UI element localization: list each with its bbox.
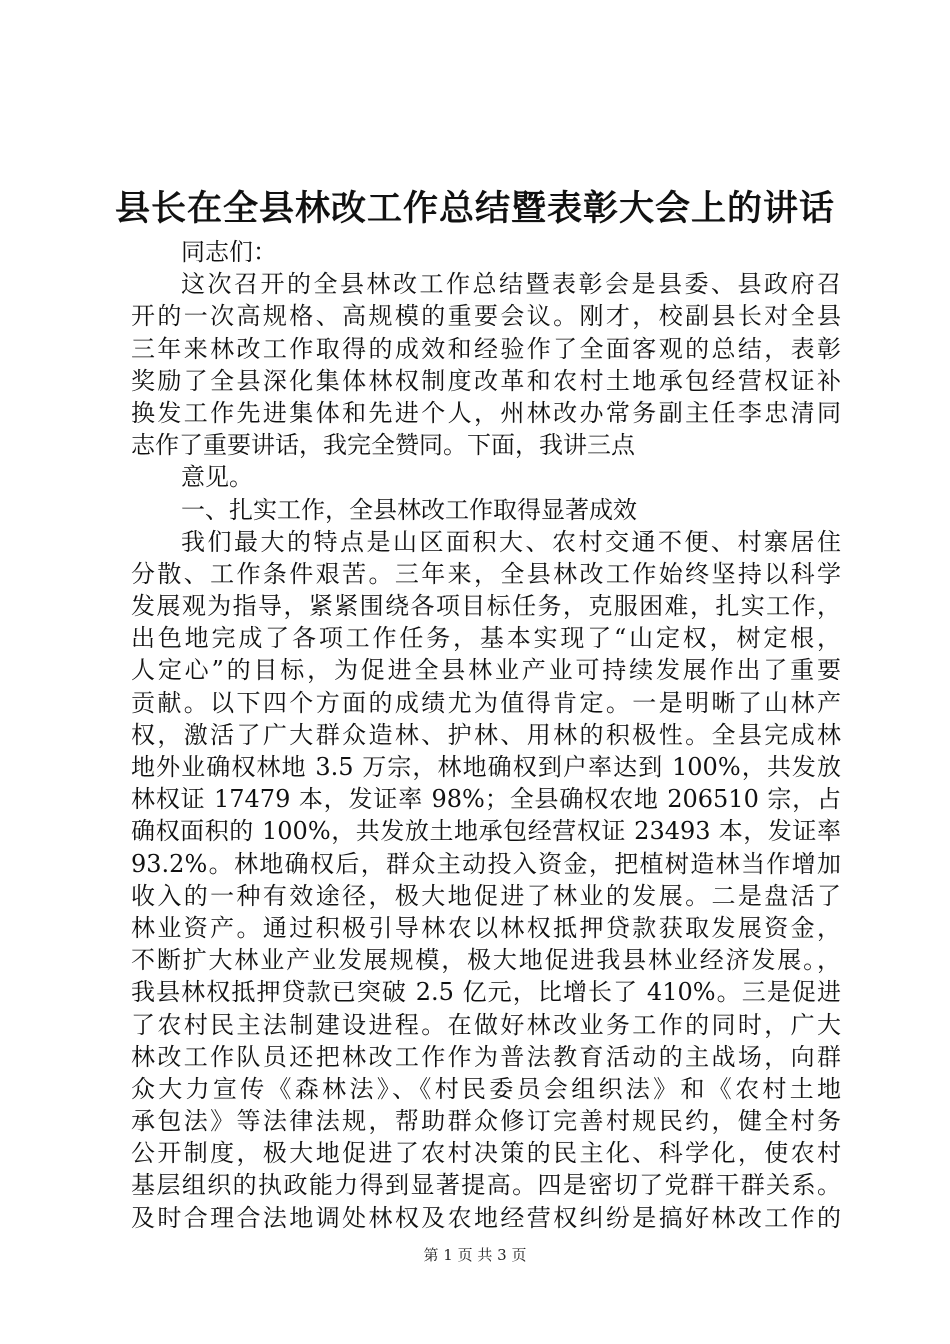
body-line: 93.2%。林地确权后，群众主动投入资金，把植树造林当作增加 [131,849,841,878]
body-line: 贡献。以下四个方面的成绩尤为值得肯定。一是明晰了山林产 [131,688,841,717]
body-line: 地外业确权林地 3.5 万宗，林地确权到户率达到 100%，共发放 [131,753,841,781]
body-line: 这次召开的全县林改工作总结暨表彰会是县委、县政府召 [181,270,841,299]
body-line: 一、扎实工作，全县林改工作取得显著成效 [181,495,637,524]
body-line: 林业资产。通过积极引导林农以林权抵押贷款获取发展资金， [131,913,841,942]
body-line: 林改工作队员还把林改工作作为普法教育活动的主战场，向群 [131,1042,841,1071]
body-line: 人定心”的目标，为促进全县林业产业可持续发展作出了重要 [131,656,841,685]
body-line: 奖励了全县深化集体林权制度改革和农村土地承包经营权证补 [131,366,841,395]
body-line: 确权面积的 100%，共发放土地承包经营权证 23493 本，发证率 [131,817,841,846]
body-line: 我县林权抵押贷款已突破 2.5 亿元，比增长了 410%。三是促进 [131,978,841,1007]
body-line: 权，激活了广大群众造林、护林、用林的积极性。全县完成林 [131,720,841,749]
body-line: 收入的一种有效途径，极大地促进了林业的发展。二是盘活了 [131,881,841,910]
body-line: 换发工作先进集体和先进个人，州林改办常务副主任李忠清同 [131,398,841,427]
body-line: 承包法》等法律法规，帮助群众修订完善村规民约，健全村务 [131,1107,841,1136]
body-line: 开的一次高规格、高规模的重要会议。刚才，校副县长对全县 [131,302,841,331]
body-line: 众大力宣传《森林法》、《村民委员会组织法》和《农村土地 [131,1074,841,1103]
page-footer: 第 1 页 共 3 页 [423,1246,527,1264]
body-line: 意见。 [181,463,253,492]
document-body [131,236,841,1234]
body-line: 出色地完成了各项工作任务，基本实现了“山定权，树定根， [131,624,841,653]
document-title: 县长在全县林改工作总结暨表彰大会上的讲话 [114,188,835,229]
body-line: 志作了重要讲话，我完全赞同。下面，我讲三点 [131,431,635,460]
body-line: 林权证 17479 本，发证率 98%；全县确权农地 206510 宗，占 [131,785,841,814]
body-line: 我们最大的特点是山区面积大、农村交通不便、村寨居住 [181,527,841,556]
body-line: 同志们： [181,238,277,266]
body-line: 了农村民主法制建设进程。在做好林改业务工作的同时，广大 [131,1010,841,1039]
body-line: 分散、工作条件艰苦。三年来，全县林改工作始终坚持以科学 [131,559,841,588]
body-line: 及时合理合法地调处林权及农地经营权纠纷是搞好林改工作的 [131,1203,841,1232]
body-line: 基层组织的执政能力得到显著提高。四是密切了党群干群关系。 [131,1171,841,1200]
body-line: 公开制度，极大地促进了农村决策的民主化、科学化，使农村 [131,1139,841,1168]
body-line: 不断扩大林业产业发展规模，极大地促进我县林业经济发展。， [131,946,841,975]
body-line: 发展观为指导，紧紧围绕各项目标任务，克服困难，扎实工作， [131,592,841,621]
body-line: 三年来林改工作取得的成效和经验作了全面客观的总结，表彰 [131,334,841,363]
